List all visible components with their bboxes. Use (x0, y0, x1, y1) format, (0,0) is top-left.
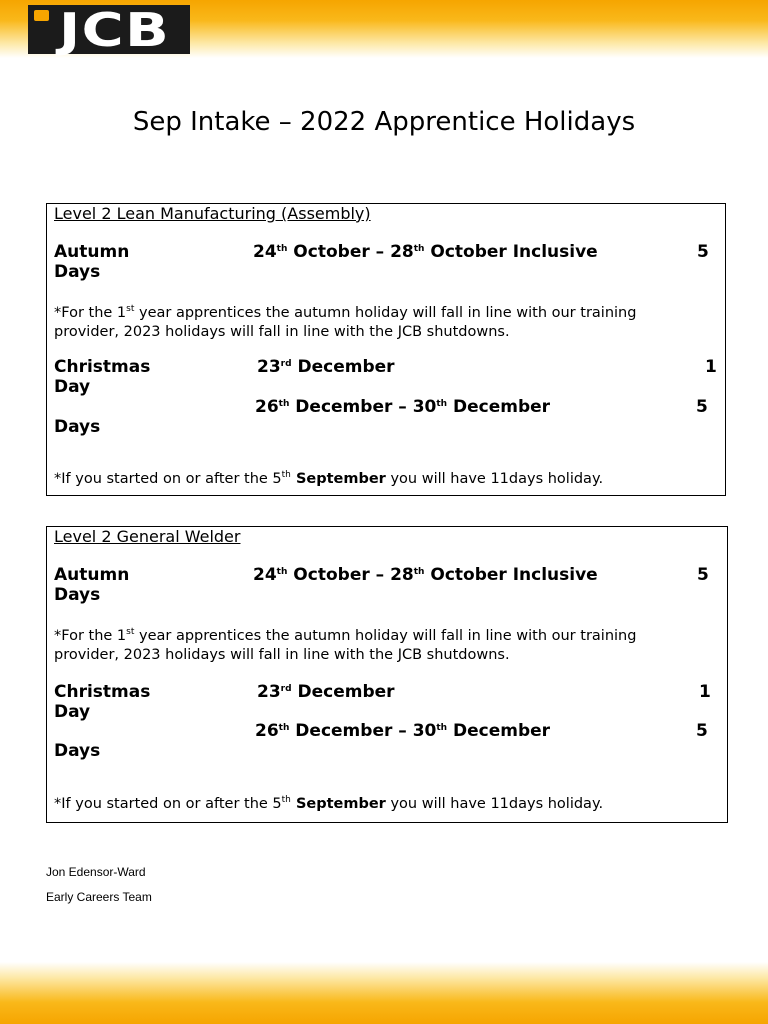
autumn-note-line-1: *For the 1st year apprentices the autumn holiday will fall in line with our training (54, 627, 637, 644)
christmas-day-label: Day (54, 377, 91, 397)
section-lean-manufacturing (46, 203, 726, 496)
page-title: Sep Intake – 2022 Apprentice Holidays (132, 107, 636, 137)
christmas-label: Christmas (54, 682, 151, 702)
christmas-count-1: 1 (705, 357, 717, 377)
autumn-label: Autumn (54, 242, 130, 262)
footer-band (0, 962, 768, 1024)
christmas-days-label: Days (54, 741, 101, 761)
autumn-note-line-1: *For the 1st year apprentices the autumn holiday will fall in line with our training (54, 304, 637, 321)
section-heading: Level 2 Lean Manufacturing (Assembly) (54, 204, 371, 223)
christmas-count-1: 1 (699, 682, 711, 702)
christmas-date-2: 26th December – 30th December (255, 397, 551, 417)
logo-emblem-icon (34, 10, 49, 21)
footnote: *If you started on or after the 5th September you will have 11days holiday. (54, 795, 604, 812)
signature-team: Early Careers Team (46, 890, 152, 904)
christmas-count-2: 5 (696, 397, 708, 417)
autumn-note-line-2: provider, 2023 holidays will fall in line with the JCB shutdowns. (54, 647, 510, 663)
autumn-dates: 24th October – 28th October Inclusive (253, 242, 598, 262)
jcb-logo (28, 2, 190, 57)
logo-text: JCB (58, 2, 170, 57)
footnote: *If you started on or after the 5th September you will have 11days holiday. (54, 470, 604, 487)
section-general-welder (46, 526, 728, 823)
christmas-day-label: Day (54, 702, 91, 722)
signature-name: Jon Edensor-Ward (46, 865, 146, 879)
christmas-count-2: 5 (696, 721, 708, 741)
autumn-days-label: Days (54, 585, 101, 605)
section-heading: Level 2 General Welder (54, 527, 241, 546)
autumn-day-count: 5 (697, 242, 709, 262)
autumn-day-count: 5 (697, 565, 709, 585)
autumn-dates: 24th October – 28th October Inclusive (253, 565, 598, 585)
christmas-days-label: Days (54, 417, 101, 437)
christmas-date-2: 26th December – 30th December (255, 721, 551, 741)
christmas-label: Christmas (54, 357, 151, 377)
autumn-note-line-2: provider, 2023 holidays will fall in line with the JCB shutdowns. (54, 324, 510, 340)
autumn-label: Autumn (54, 565, 130, 585)
autumn-days-label: Days (54, 262, 101, 282)
christmas-date-1: 23rd December (257, 357, 395, 377)
christmas-date-1: 23rd December (257, 682, 395, 702)
